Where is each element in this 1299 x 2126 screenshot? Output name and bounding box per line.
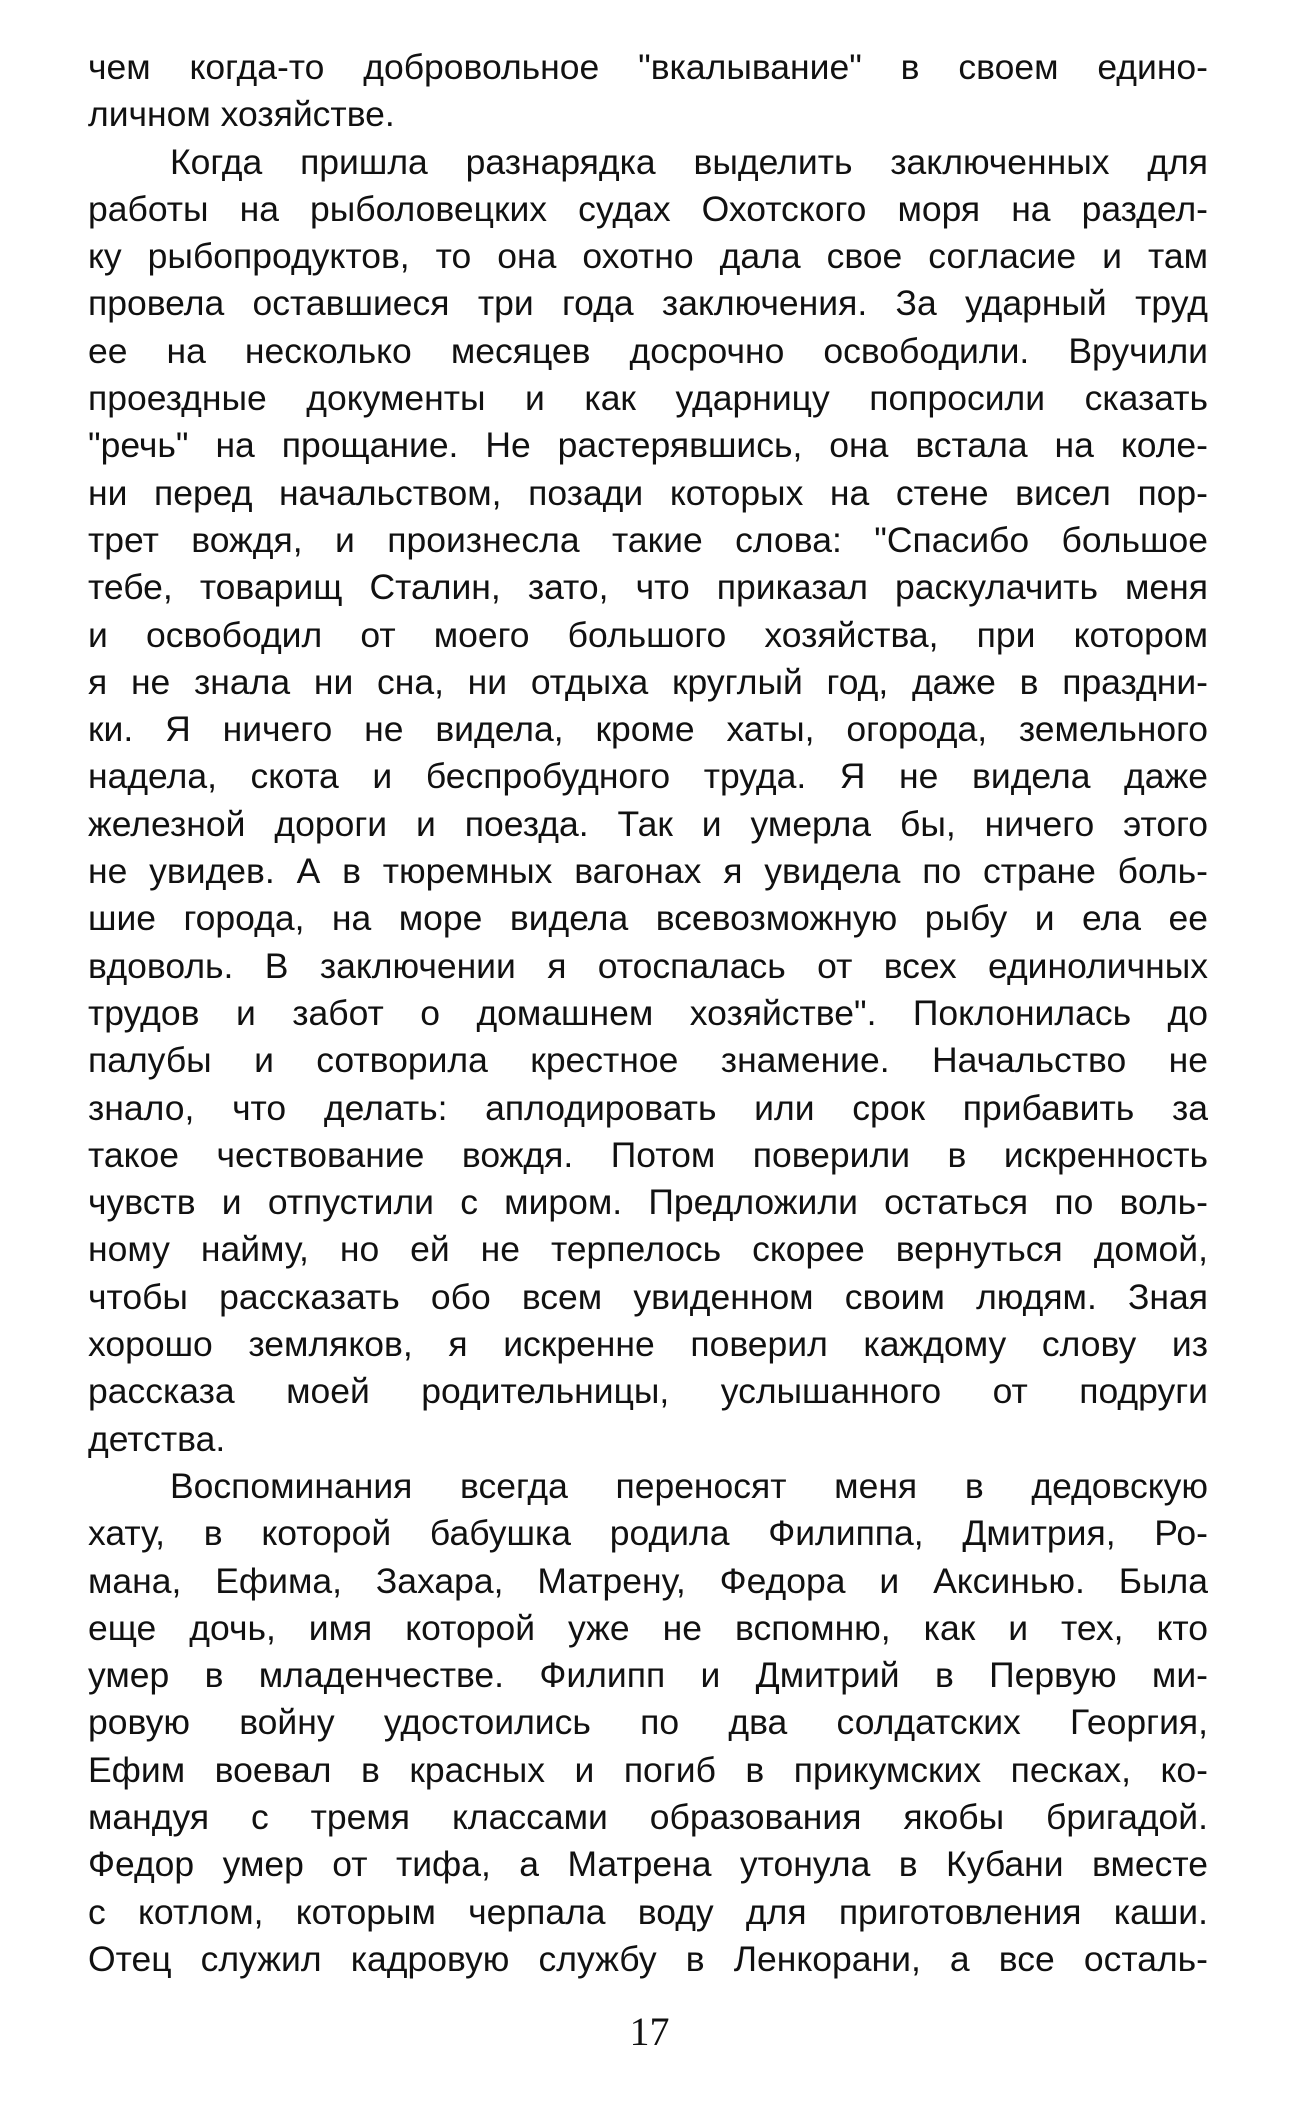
text-line: детства.: [88, 1418, 226, 1459]
text-line: чем когда-то добровольное "вкалывание" в своем едино-: [88, 47, 1208, 87]
text-line: знало, что делать: аплодировать или срок прибавить за: [88, 1087, 1208, 1128]
text-line: проездные документы и как ударницу попросили сказать: [88, 378, 1208, 419]
text-line: трудов и забот о домашнем хозяйстве". Поклонилась до: [88, 992, 1208, 1033]
text-line: хорошо земляков, я искренне поверил каждому слову из: [88, 1324, 1208, 1365]
text-line: умер в младенчестве. Филипп и Дмитрий в Первую ми-: [88, 1655, 1208, 1696]
text-line: я не знала ни сна, ни отдыха круглый год, даже в праздни-: [88, 661, 1208, 702]
text-line: провела оставшиеся три года заключения. За ударный труд: [88, 283, 1208, 324]
text-line: тебе, товарищ Сталин, зато, что приказал раскулачить меня: [88, 567, 1208, 608]
text-line: Отец служил кадровую службу в Ленкорани, а все осталь-: [88, 1938, 1208, 1979]
text-line: мандуя с тремя классами образования якобы бригадой.: [88, 1796, 1208, 1837]
text-line: чувств и отпустили с миром. Предложили остаться по воль-: [88, 1182, 1208, 1223]
text-line: работы на рыболовецких судах Охотского моря на раздел-: [88, 188, 1208, 229]
text-line: ее на несколько месяцев досрочно освободили. Вручили: [88, 330, 1208, 371]
text-line: надела, скота и беспробудного труда. Я не видела даже: [88, 756, 1208, 797]
text-line: трет вождя, и произнесла такие слова: "Спасибо большое: [88, 519, 1208, 560]
text-line: мана, Ефима, Захара, Матрену, Федора и Аксинью. Была: [88, 1560, 1208, 1601]
text-line: вдоволь. В заключении я отоспалась от всех единоличных: [88, 945, 1208, 986]
text-line: не увидев. А в тюремных вагонах я увидела по стране боль-: [88, 851, 1208, 892]
text-line: еще дочь, имя которой уже не вспомню, как и тех, кто: [88, 1607, 1208, 1648]
text-line: такое чествование вождя. Потом поверили в искренность: [88, 1134, 1208, 1175]
page-number: 17: [629, 2009, 670, 2054]
text-line: Когда пришла разнарядка выделить заключенных для: [170, 141, 1208, 182]
text-line: и освободил от моего большого хозяйства, при котором: [88, 614, 1208, 655]
text-line: ному найму, но ей не терпелось скорее вернуться домой,: [88, 1229, 1208, 1270]
text-line: хату, в которой бабушка родила Филиппа, Дмитрия, Ро-: [88, 1513, 1208, 1554]
text-line: железной дороги и поезда. Так и умерла бы, ничего этого: [88, 803, 1208, 844]
text-line: Воспоминания всегда переносят меня в дедовскую: [170, 1465, 1208, 1506]
text-line: "речь" на прощание. Не растерявшись, она встала на коле-: [88, 425, 1208, 466]
text-line: чтобы рассказать обо всем увиденном своим людям. Зная: [88, 1276, 1208, 1317]
page-body-text: [88, 44, 1208, 1983]
text-line: рассказа моей родительницы, услышанного от подруги: [88, 1371, 1208, 1412]
text-line: с котлом, которым черпала воду для приготовления каши.: [88, 1891, 1208, 1932]
text-line: ни перед начальством, позади которых на стене висел пор-: [88, 472, 1208, 513]
text-line: ки. Я ничего не видела, кроме хаты, огорода, земельного: [88, 709, 1208, 750]
text-line: палубы и сотворила крестное знамение. Начальство не: [88, 1040, 1208, 1081]
text-line: ку рыбопродуктов, то она охотно дала свое согласие и там: [88, 236, 1208, 277]
text-line: Федор умер от тифа, а Матрена утонула в Кубани вместе: [88, 1844, 1208, 1885]
text-line: личном хозяйстве.: [88, 94, 395, 135]
text-line: ровую войну удостоились по два солдатских Георгия,: [88, 1702, 1208, 1743]
text-line: Ефим воевал в красных и погиб в прикумских песках, ко-: [88, 1749, 1208, 1790]
text-line: шие города, на море видела всевозможную рыбу и ела ее: [88, 898, 1208, 939]
